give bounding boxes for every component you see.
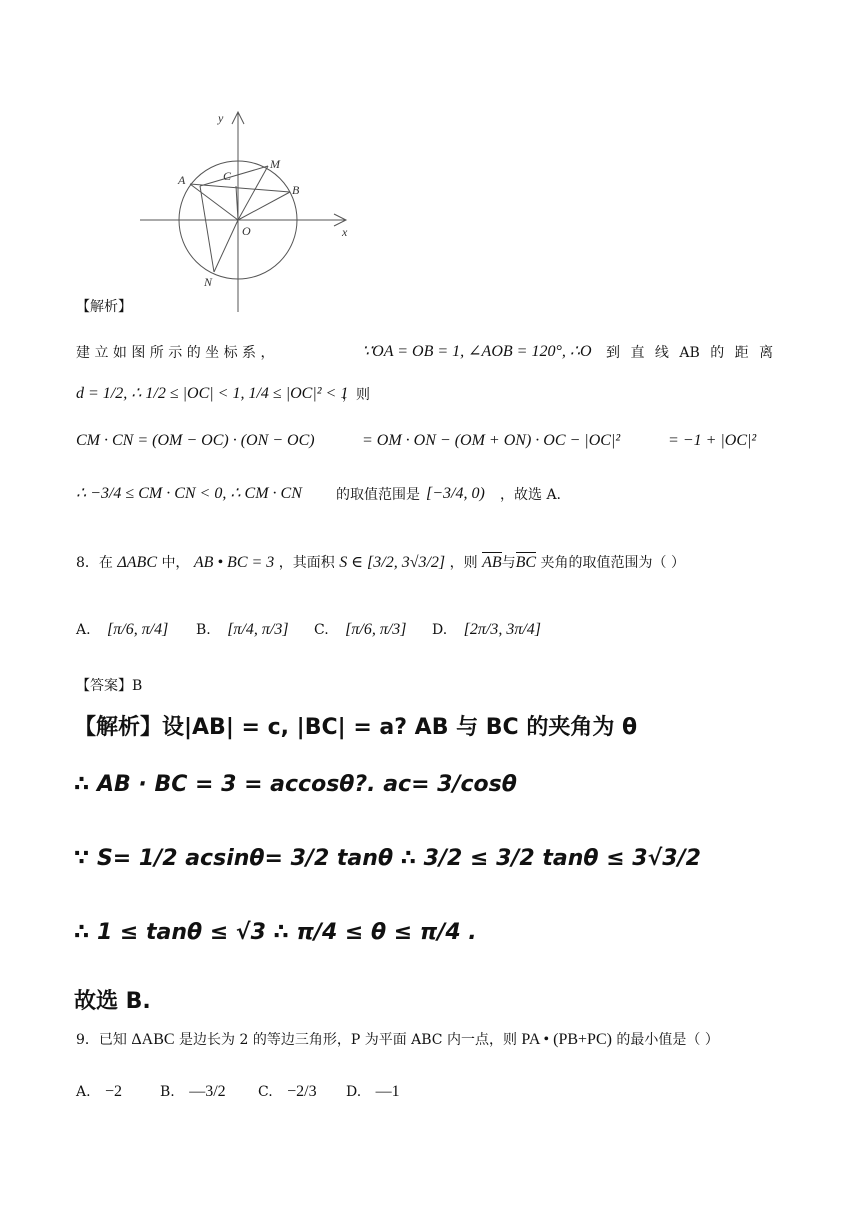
q8-triangle: ΔABC [117,554,157,571]
q8-solution-line4: ∴ 1 ≤ tanθ ≤ √3 ∴ π/4 ≤ θ ≤ π/4 . [74,920,477,945]
q9-option-a-value: −2 [105,1083,123,1100]
label-o: O [242,224,251,238]
q8-vec-ab: AB [482,554,502,571]
q7-jiexi-tag: 【解析】 [76,299,132,315]
q9-option-c-value: −2/3 [287,1083,317,1100]
label-n: N [204,275,213,289]
q8-option-c [314,620,407,640]
q8-ask: 夹角的取值范围为（ ） [540,555,685,571]
q9-stem-a: 9．已知 [76,1032,127,1048]
q8-with: 与 [501,555,516,571]
q8-solution-line5: 故选 B. [74,989,151,1014]
q8-solution-line3: ∵ S= 1/2 acsinθ= 3/2 tanθ ∴ 3/2 ≤ 3/2 tanθ ≤ 3√3/2 [74,846,701,871]
q7-line1-tail: 到 直 线 AB 的 距 离 [606,345,774,361]
q7-line4-end: ，故选 A. [500,487,562,503]
q9-stem [76,1030,719,1050]
q8-option-d-label: D. [432,622,448,638]
q8-dot-eq: AB • BC = 3 [193,554,275,571]
q7-line3-a: CM · CN = (OM − OC) · (ON − OC) [76,432,315,449]
q7-line3-b: = OM · ON − (OM + ON) · OC − |OC|² [362,432,621,449]
q9-stem-b: 是边长为 2 的等边三角形，P 为平面 ABC 内一点，则 [179,1032,517,1048]
q8-answer: 【答案】B [76,678,143,694]
q8-option-c-value: [π/6, π/3] [345,621,407,638]
q9-expr: PA • (PB+PC) [521,1031,612,1048]
q8-vec-bc: BC [515,554,537,571]
q8-solution-line1: 【解析】设|AB| = c, |BC| = a? AB 与 BC 的夹角为 θ [74,715,638,740]
q9-option-b-label: B. [160,1084,175,1100]
q9-option-d [346,1082,400,1102]
q8-then: ，则 [449,555,478,571]
q9-triangle: ΔABC [131,1031,175,1048]
segment-on [214,220,238,272]
q9-option-b [160,1082,226,1102]
label-a: A [178,173,186,187]
q9-option-d-label: D. [346,1084,362,1100]
label-b: B [292,183,300,197]
label-c: C [223,169,232,183]
chord-ab [190,184,290,192]
q8-option-d [432,620,541,640]
q8-option-c-label: C. [314,622,329,638]
q9-option-c [258,1082,317,1102]
q7-line2-then: ，则 [342,387,370,403]
q9-option-a-label: A. [76,1084,91,1100]
q8-option-d-value: [2π/3, 3π/4] [463,621,542,638]
q8-option-a [76,620,168,640]
coordinate-diagram [130,104,360,314]
q8-option-a-value: [π/6, π/4] [107,621,169,638]
q8-in: 中， [161,555,190,571]
q8-stem [76,553,685,573]
q7-line3-c: = −1 + |OC|² [668,432,757,449]
label-m: M [270,157,280,171]
q7-line1-cond: ∵OA = OB = 1, ∠AOB = 120°, ∴O [362,343,592,360]
q8-option-b [196,620,289,640]
segment-cn [200,186,214,272]
q8-area-text: ，其面积 [278,555,335,571]
q7-line1-text: 建 立 如 图 所 示 的 坐 标 系 ， [76,345,275,361]
q7-line4-range-text: 的取值范围是 [336,487,420,503]
label-x: x [342,225,348,239]
q9-option-d-value: —1 [375,1083,400,1100]
q9-option-a [76,1082,122,1102]
segment-oa [190,184,238,220]
q8-option-a-label: A. [76,622,91,638]
q8-area-set: S ∈ [3/2, 3√3/2] [339,554,446,571]
q7-line4-math: ∴ −3/4 ≤ CM · CN < 0, ∴ CM · CN [76,485,302,502]
segment-cm [200,166,268,186]
label-y: y [218,111,224,125]
q9-option-b-value: —3/2 [189,1083,226,1100]
q7-line2: d = 1/2, ∴ 1/2 ≤ |OC| < 1, 1/4 ≤ |OC|² < 1 [76,385,349,402]
q8-stem-prefix: 8．在 [76,555,113,571]
q8-option-b-value: [π/4, π/3] [227,621,289,638]
q7-line4-interval: [−3/4, 0) [426,485,485,502]
q8-option-b-label: B. [196,622,211,638]
q8-solution-line2: ∴ AB · BC = 3 = accosθ?. ac= 3/cosθ [74,772,517,797]
q9-option-c-label: C. [258,1084,273,1100]
q9-stem-c: 的最小值是（ ） [616,1032,719,1048]
